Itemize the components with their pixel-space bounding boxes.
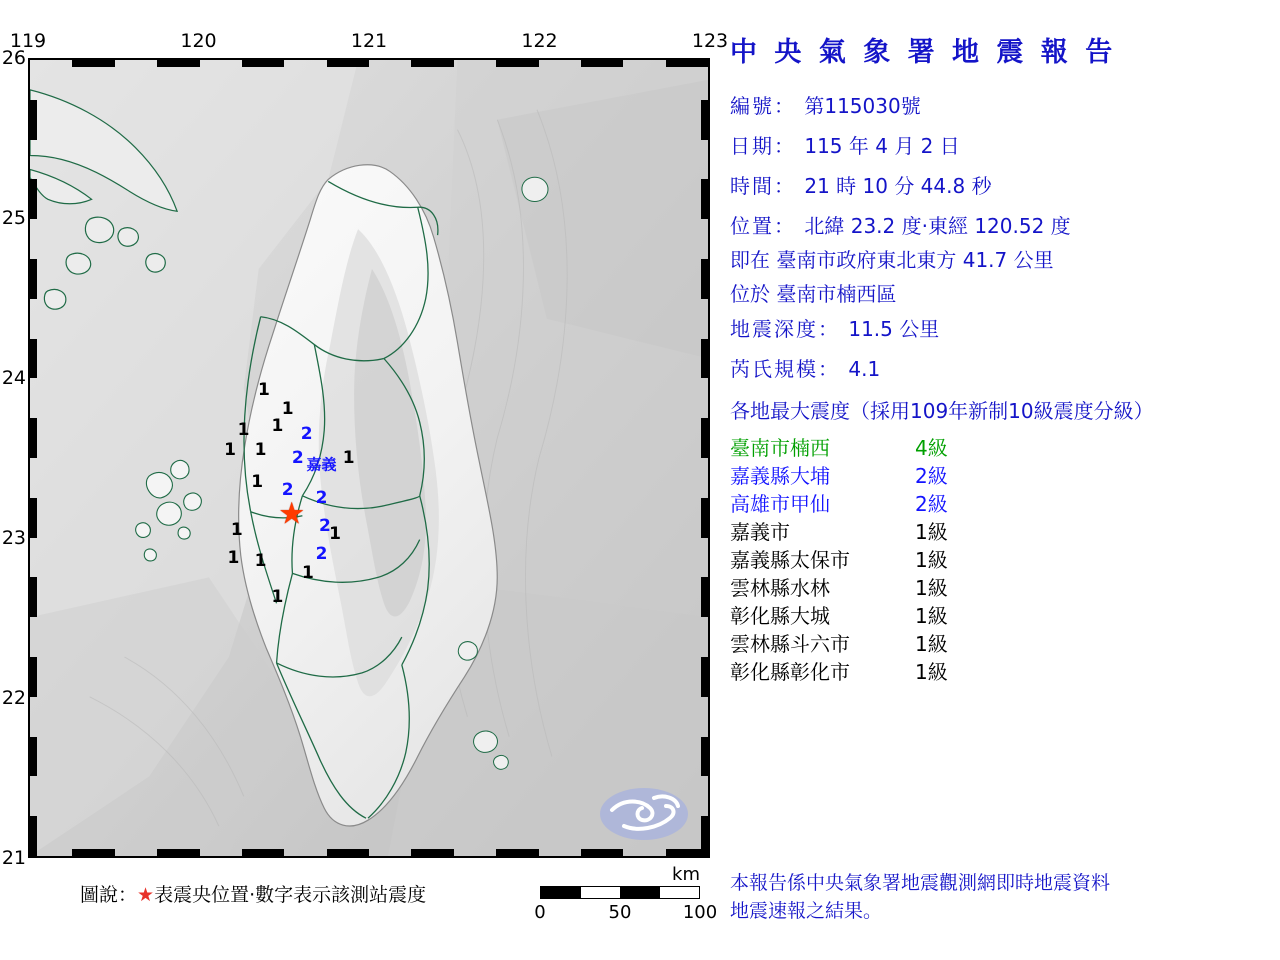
intensity-place: 嘉義縣太保市 [730,548,850,572]
lat-tick-24: 24 [1,367,26,389]
scale-label-100: 100 [682,902,718,923]
frame-tick-left [30,657,37,697]
station-intensity-marker: 1 [302,563,314,584]
report-line-value: 位於 臺南市楠西區 [730,282,897,306]
report-line-label: 編號： [730,94,805,118]
report-line-0 [730,90,921,119]
station-intensity-marker: 2 [319,515,331,536]
station-intensity-marker: 1 [271,416,284,437]
intensity-level: 4級 [915,436,948,460]
intensity-place: 雲林縣水林 [730,576,830,600]
lat-tick-21: 21 [1,847,26,869]
scale-unit-label: km [672,864,700,885]
intensity-row [730,544,1150,572]
frame-tick-right [701,259,708,299]
intensity-row [730,628,1150,656]
intensity-row [730,600,1150,628]
report-line-3 [730,210,1071,239]
frame-tick-right [701,498,708,538]
cwa-logo [598,780,690,842]
lon-tick-119: 119 [9,30,47,52]
intensity-place: 彰化縣大城 [730,604,830,628]
station-intensity-marker: 1 [251,471,264,492]
lat-tick-26: 26 [1,47,26,69]
report-line-value: 各地最大震度（採用109年新制10級震度分級） [730,399,1154,423]
station-intensity-marker: 1 [329,523,342,544]
map-frame[interactable] [28,58,710,858]
intensity-place: 臺南市楠西 [730,436,830,460]
frame-tick-right [701,418,708,458]
station-intensity-marker: 1 [224,440,236,461]
frame-tick-bottom [496,849,538,856]
station-intensity-marker: 1 [254,440,267,461]
epicenter-star-icon: ★ [278,496,306,532]
intensity-row [730,572,1150,600]
intensity-level: 2級 [915,464,948,488]
station-intensity-marker: 1 [281,398,294,419]
report-line-label: 芮氏規模： [730,357,849,381]
footnote-line-2: 地震速報之結果。 [730,899,883,922]
intensity-place: 彰化縣彰化市 [730,660,850,684]
intensity-place: 高雄市甲仙 [730,492,830,516]
report-line-value: 4.1 [848,357,881,381]
report-line-value: 115 年 4 月 2 日 [804,134,960,158]
intensity-row [730,656,1150,684]
frame-tick-left [30,339,37,379]
report-line-label: 位置： [730,214,805,238]
lat-tick-22: 22 [1,687,26,709]
report-line-label: 日期： [730,134,805,158]
intensity-row [730,488,1150,516]
frame-tick-left [30,418,37,458]
map-caption [80,880,426,907]
station-intensity-marker: 1 [254,551,267,572]
frame-tick-right [701,657,708,697]
lon-tick-121: 121 [350,30,388,52]
station-intensity-marker: 1 [271,587,284,608]
intensity-row [730,432,1150,460]
report-line-2 [730,170,992,199]
frame-tick-right [701,339,708,379]
report-line-5 [730,278,896,307]
legend-star-icon: ★ [137,884,155,906]
frame-tick-right [701,100,708,140]
frame-tick-left [30,737,37,777]
intensity-level: 1級 [915,520,948,544]
frame-tick-right [701,816,708,856]
station-intensity-marker: 1 [227,547,240,568]
report-line-value: 21 時 10 分 44.8 秒 [804,174,992,198]
report-panel [728,0,1280,960]
lon-tick-122: 122 [521,30,558,52]
frame-tick-top [72,60,114,67]
caption-text: 表震央位置‧數字表示該測站震度 [154,884,427,906]
station-intensity-marker: 1 [257,380,270,401]
frame-tick-top [242,60,284,67]
lat-tick-23: 23 [1,527,26,549]
report-line-7 [730,353,880,382]
taiwan-relief-map [30,60,708,856]
report-line-value: 北緯 23.2 度‧東經 120.52 度 [804,214,1071,238]
lon-tick-123: 123 [691,30,729,52]
intensity-list [730,432,1150,684]
intensity-level: 2級 [915,492,948,516]
station-intensity-marker: 2 [315,487,328,508]
station-intensity-marker: 2 [300,424,313,445]
report-line-value: 即在 臺南市政府東北東方 41.7 公里 [730,248,1054,272]
intensity-level: 1級 [915,576,948,600]
longitude-axis [9,30,729,58]
footnote-line-1: 本報告係中央氣象署地震觀測網即時地震資料 [730,872,1111,894]
frame-tick-bottom [411,849,453,856]
report-line-4 [730,244,1054,273]
frame-tick-right [701,577,708,617]
report-title: 中 央 氣 象 署 地 震 報 告 [730,37,1117,68]
caption-prefix: 圖說： [80,884,138,906]
frame-tick-top [496,60,538,67]
frame-tick-top [666,60,708,67]
frame-tick-left [30,816,37,856]
frame-tick-top [411,60,453,67]
frame-tick-right [701,179,708,219]
intensity-place: 雲林縣斗六市 [730,632,850,656]
intensity-row [730,460,1150,488]
frame-tick-left [30,179,37,219]
station-intensity-marker: 1 [342,448,355,468]
scale-bar-labels [534,902,718,923]
report-line-label: 地震深度： [730,317,849,341]
station-intensity-marker: 2 [291,448,304,468]
city-label: 嘉義 [306,455,337,474]
intensity-place: 嘉義縣大埔 [730,464,830,488]
lon-tick-120: 120 [180,30,217,52]
intensity-level: 1級 [915,548,948,572]
report-line-1 [730,130,960,159]
frame-tick-left [30,100,37,140]
intensity-row [730,516,1150,544]
report-footnote [730,870,1110,925]
frame-tick-left [30,577,37,617]
report-line-value: 第115030號 [804,94,921,118]
frame-tick-bottom [581,849,623,856]
report-line-6 [730,313,939,342]
frame-tick-top [581,60,623,67]
intensity-place: 嘉義市 [730,520,790,544]
report-line-value: 11.5 公里 [848,317,940,341]
frame-tick-bottom [327,849,369,856]
intensity-level: 1級 [915,632,948,656]
report-line-label: 時間： [730,174,805,198]
scale-bar-graphic [540,886,700,899]
station-intensity-marker: 2 [315,543,328,564]
latitude-axis [0,40,28,870]
frame-tick-top [327,60,369,67]
frame-tick-bottom [157,849,199,856]
intensity-level: 1級 [915,660,948,684]
lat-tick-25: 25 [1,207,26,229]
station-intensity-marker: 2 [281,479,294,500]
frame-tick-left [30,498,37,538]
report-line-8 [730,395,1154,424]
scale-label-50: 50 [608,902,632,923]
frame-tick-right [701,737,708,777]
frame-tick-bottom [72,849,114,856]
intensity-level: 1級 [915,604,948,628]
station-intensity-marker: 1 [237,420,250,441]
station-intensity-marker: 1 [230,519,243,540]
frame-tick-bottom [242,849,284,856]
scale-label-0: 0 [534,902,546,923]
frame-tick-left [30,259,37,299]
frame-tick-top [157,60,199,67]
